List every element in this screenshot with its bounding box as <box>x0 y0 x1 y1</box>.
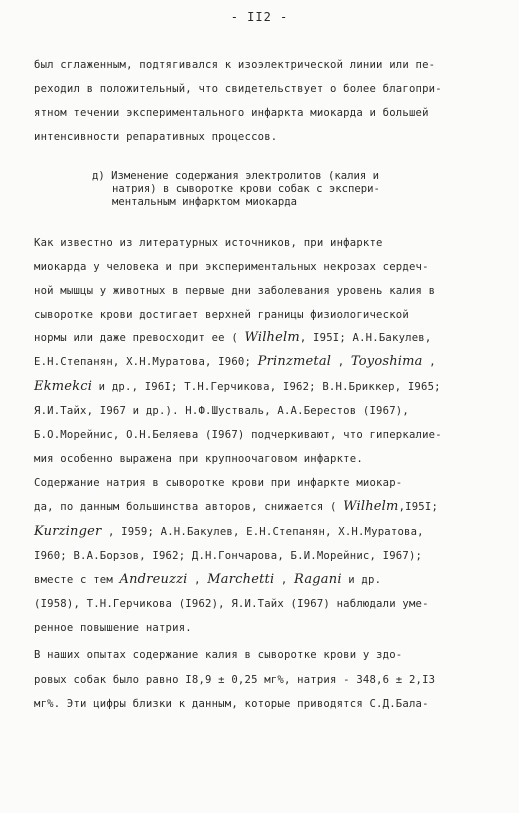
text-line: реходил в положительный, что свидетельствует о более благопри- <box>34 83 442 95</box>
handwritten-name: Toyoshima <box>350 354 423 369</box>
text-line: Содержание натрия в сыворотке крови при инфаркте миокар- <box>34 477 403 489</box>
text-line: Б.О.Морейнис, О.Н.Беляева (I967) подчеркивают, что гиперкалие- <box>34 429 442 441</box>
handwritten-name: Ekmekci <box>34 379 93 394</box>
text-segment: , <box>187 574 208 586</box>
text-line <box>34 331 431 345</box>
text-segment: Е.Н.Степанян, Х.Н.Муратова, I960; <box>34 356 258 368</box>
section-heading-line: д) Изменение содержания электролитов (калия и <box>92 170 380 182</box>
handwritten-name: Wilhelm <box>244 330 300 345</box>
text-segment: , <box>274 574 295 586</box>
handwritten-name: Andreuzzi <box>119 572 188 587</box>
text-segment: , <box>331 356 351 368</box>
text-line: сыворотке крови достигает верхней границы физиологической <box>34 309 409 321</box>
text-segment: ,I95I; <box>398 501 439 513</box>
text-line <box>34 573 381 587</box>
text-line: интенсивности репаративных процессов. <box>34 131 278 143</box>
handwritten-name: Prinzmetal <box>257 354 332 369</box>
text-line <box>34 500 438 514</box>
handwritten-name: Kurzinger <box>34 524 102 539</box>
text-segment: , I95I; А.Н.Бакулев, <box>299 332 432 344</box>
text-line <box>34 525 424 539</box>
handwritten-name: Ragani <box>294 572 342 587</box>
text-line <box>34 380 441 394</box>
text-segment: и др., I96I; Т.Н.Герчикова, I962; В.Н.Бриккер, I965; <box>92 381 441 393</box>
text-line: мия особенно выражена при крупноочаговом инфаркте. <box>34 453 363 465</box>
text-line: В наших опытах содержание калия в сыворотке крови у здо- <box>34 649 403 661</box>
section-heading-line: ментальным инфарктом миокарда <box>112 196 297 208</box>
page-number: - II2 - <box>230 10 289 24</box>
text-line: I960; В.А.Борзов, I962; Д.Н.Гончарова, Б.И.Морейнис, I967); <box>34 550 423 562</box>
text-segment: нормы или даже превосходит ее ( <box>34 332 245 344</box>
text-segment: и др. <box>341 574 382 586</box>
handwritten-name: Marchetti <box>207 572 275 587</box>
text-line: Как известно из литературных источников, при инфаркте <box>34 237 383 249</box>
text-line: ной мышцы у животных в первые дни заболевания уровень калия в <box>34 285 436 297</box>
text-segment: , I959; А.Н.Бакулев, Е.Н.Степанян, Х.Н.Муратова, <box>101 526 424 538</box>
text-line: миокарда у человека и при экспериментальных некрозах сердеч- <box>34 261 429 273</box>
handwritten-name: Wilhelm <box>343 499 399 514</box>
text-line <box>34 355 436 369</box>
section-heading-line: натрия) в сыворотке крови собак с экспери- <box>112 183 380 195</box>
text-segment: да, по данным большинства авторов, снижается ( <box>34 501 344 513</box>
text-line: ятном течении экспериментального инфаркта миокарда и большей <box>34 107 429 119</box>
text-line: ровых собак было равно I8,9 ± 0,25 мг%, натрия - 348,6 ± 2,I3 <box>34 674 436 686</box>
text-line: (I958), Т.Н.Герчикова (I962), Я.И.Тайх (I967) наблюдали уме- <box>34 598 429 610</box>
text-line: Я.И.Тайх, I967 и др.). Н.Ф.Шустваль, А.А.Берестов (I967), <box>34 405 409 417</box>
text-line: ренное повышение натрия. <box>34 622 192 634</box>
text-line: мг%. Эти цифры близки к данным, которые приводятся С.Д.Бала- <box>34 698 429 710</box>
text-segment: вместе с тем <box>34 574 120 586</box>
text-line: был сглаженным, подтягивался к изоэлектрической линии или пе- <box>34 59 436 71</box>
text-segment: , <box>422 356 436 368</box>
